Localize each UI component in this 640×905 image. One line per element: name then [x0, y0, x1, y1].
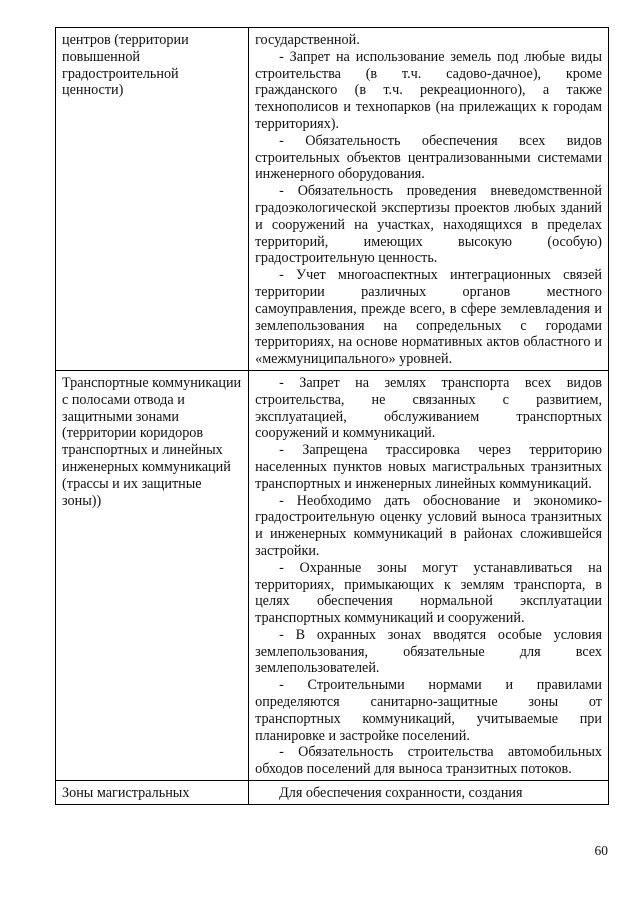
paragraph: - Запрещена трассировка через территорию населенных пунктов новых магистральных транзитных транспортных и инженерных линейных коммуникаций. — [255, 442, 602, 492]
paragraph: - В охранных зонах вводятся особые условия землепользования, обязательные для всех землепользователей. — [255, 626, 602, 677]
zone-name-cell: Транспортные коммуникации с полосами отвода и защитными зонами (территории коридоров транспортных и линейных инженерных коммуникаций (трассы и их защитные зоны)) — [56, 370, 249, 780]
zone-name-cell: Зоны магистральных — [56, 781, 249, 805]
table-row — [56, 370, 609, 780]
paragraph: - Запрет на землях транспорта всех видов строительства, не связанных с развитием, эксплуатацией, обслуживанием транспортных сооружений и коммуникаций. — [255, 374, 602, 442]
regulations-cell — [249, 28, 609, 371]
table-row — [56, 28, 609, 371]
paragraph: - Охранные зоны могут устанавливаться на территориях, примыкающих к землям транспорта, в целях обеспечения нормальной эксплуатации транспортных коммуникаций и сооружений. — [255, 559, 602, 627]
paragraph: - Обязательность проведения вневедомственной градоэкологической экспертизы проектов любых зданий и сооружений на участках, находящихся в пределах территорий, имеющих высокую (особую) градостроительную ценность. — [255, 183, 602, 267]
paragraph: - Строительными нормами и правилами определяются санитарно-защитные зоны от транспортных коммуникаций, учитываемые при планировке и застройке поселений. — [255, 677, 602, 744]
paragraph: Для обеспечения сохранности, создания — [279, 785, 523, 802]
regulations-cell — [249, 781, 609, 805]
paragraph: - Запрет на использование земель под любые виды строительства (в т.ч. садово-дачное), кроме гражданского (в т.ч. рекреационного), а также технополисов и технопарков (на прилежащих к городам территориях). — [255, 48, 602, 132]
paragraph: - Учет многоаспектных интеграционных связей территории различных органов местного самоуправления, прежде всего, в сфере землевладения и землепользования на сопредельных с городами территориях, на основе нормативных актов областного и «межмуниципального» уровней. — [255, 267, 602, 368]
paragraph: государственной. — [255, 32, 360, 48]
paragraph: - Необходимо дать обоснование и экономико-градостроительную оценку условий выноса транзитных и инженерных коммуникаций в районах сложившейся застройки. — [255, 492, 602, 559]
table-row — [56, 781, 609, 805]
page-number: 60 — [594, 843, 608, 858]
regulations-cell — [249, 370, 609, 780]
paragraph: - Обязательность строительства автомобильных обходов поселений для выноса транзитных потоков. — [255, 744, 602, 778]
regulations-table — [55, 27, 609, 805]
zone-name-cell: центров (территории повышенной градостроительной ценности) — [56, 28, 249, 371]
paragraph: - Обязательность обеспечения всех видов строительных объектов централизованными системами инженерного оборудования. — [255, 132, 602, 183]
